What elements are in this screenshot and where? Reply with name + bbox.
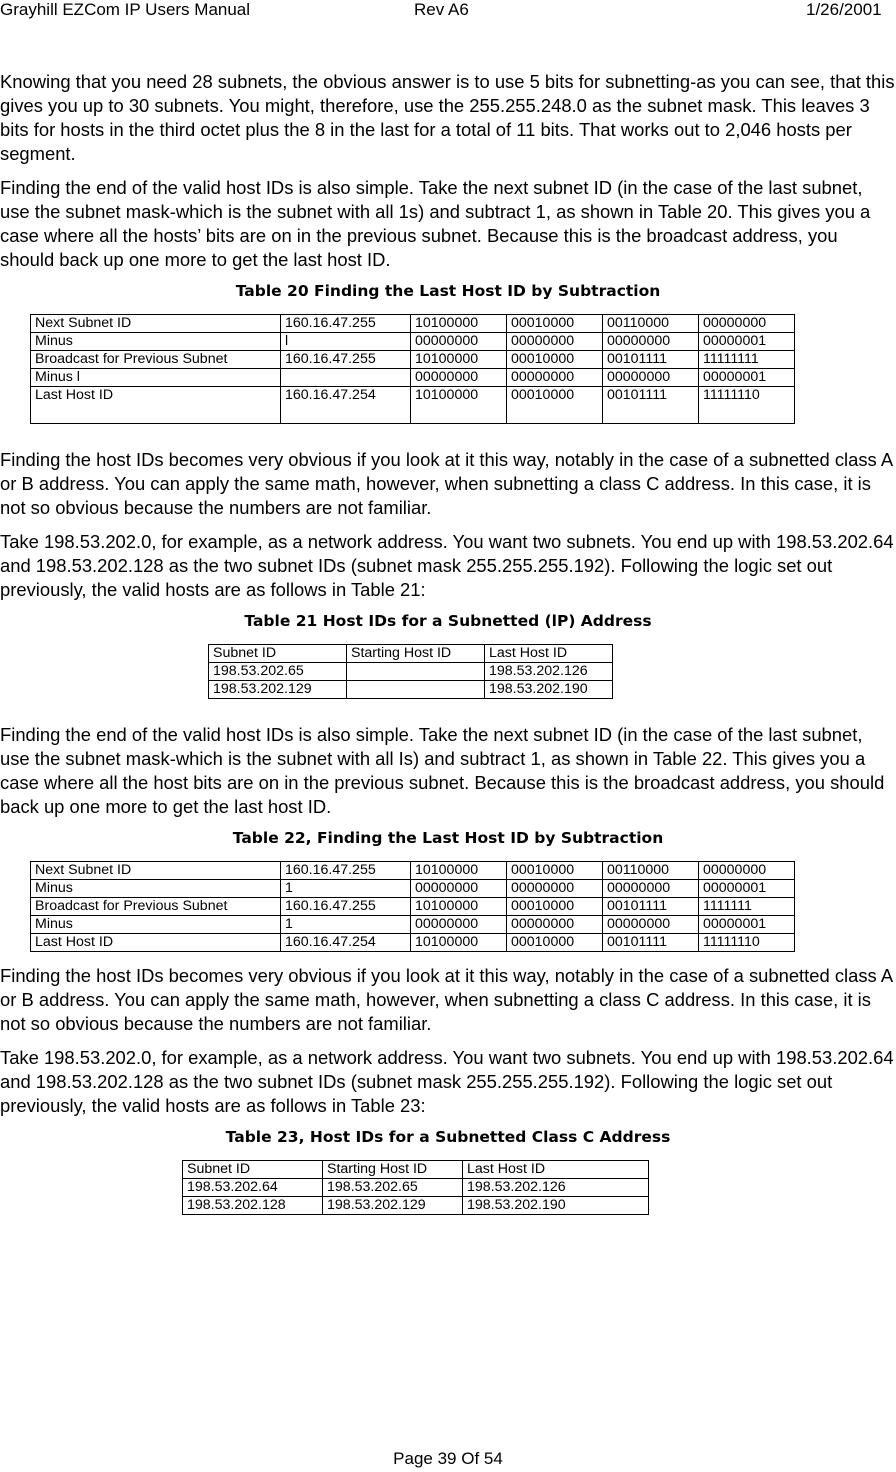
table-cell: 198.53.202.65: [323, 1179, 463, 1197]
table-cell: 00101111: [603, 898, 699, 916]
table-cell: 198.53.202.190: [463, 1197, 649, 1215]
table-cell: 10100000: [411, 351, 507, 369]
table-cell: 00010000: [507, 351, 603, 369]
table-cell: 160.16.47.255: [281, 862, 411, 880]
table-cell: 00000000: [699, 862, 795, 880]
table-cell: 00010000: [507, 315, 603, 333]
page-number: Page 39 Of 54: [393, 1449, 503, 1468]
table-cell: 00000001: [699, 880, 795, 898]
table-cell: 11111111: [699, 351, 795, 369]
table-cell: 00000000: [411, 369, 507, 387]
paragraph: Finding the host IDs becomes very obvious if you look at it this way, notably in the case of a subnetted class A or B address. You can apply the same math, however, when subnetting a class C address. In this case, it is not so obvious because the numbers are not familiar.: [0, 449, 893, 518]
table-row: [183, 1179, 649, 1197]
table-cell: 160.16.47.255: [281, 315, 411, 333]
table-cell: 1111111: [699, 898, 795, 916]
table-cell: 00000001: [699, 333, 795, 351]
table-cell: 00000000: [507, 916, 603, 934]
table-cell: 00010000: [507, 387, 603, 424]
table-21: [208, 644, 613, 699]
table-cell: 198.53.202.129: [323, 1197, 463, 1215]
table-cell: 198.53.202.65: [209, 663, 347, 681]
table-cell: 00010000: [507, 898, 603, 916]
header-title: Grayhill EZCom IP Users Manual: [0, 0, 251, 19]
table-row: [31, 916, 795, 934]
table-cell: l: [281, 333, 411, 351]
table-cell: 00000000: [411, 916, 507, 934]
table-row: [209, 663, 613, 681]
table-cell: 00000000: [603, 880, 699, 898]
table-caption: Table 22, Finding the Last Host ID by Subtraction: [232, 829, 664, 847]
table-cell: [347, 681, 485, 699]
table-cell: Next Subnet ID: [31, 315, 281, 333]
table-cell: Starting Host ID: [323, 1161, 463, 1179]
table-cell: Last Host ID: [485, 645, 613, 663]
table-cell: Last Host ID: [463, 1161, 649, 1179]
table-cell: 00101111: [603, 934, 699, 952]
table-cell: 198.53.202.126: [463, 1179, 649, 1197]
table-cell: 00000000: [507, 333, 603, 351]
table-cell: 00000000: [603, 916, 699, 934]
table-cell: 198.53.202.126: [485, 663, 613, 681]
table-cell: 1: [281, 916, 411, 934]
table-row: [31, 880, 795, 898]
table-cell: 00000000: [411, 333, 507, 351]
table-cell: 00000000: [507, 880, 603, 898]
table-row: [31, 315, 795, 333]
table-cell: 00110000: [603, 862, 699, 880]
table-cell: 198.53.202.129: [209, 681, 347, 699]
table-cell: 00110000: [603, 315, 699, 333]
table-cell: Last Host ID: [31, 934, 281, 952]
table-cell: 00000000: [603, 333, 699, 351]
table-row: [209, 681, 613, 699]
table-row: [31, 351, 795, 369]
table-cell: 00000000: [603, 369, 699, 387]
table-cell: 10100000: [411, 898, 507, 916]
table-cell: 00000001: [699, 916, 795, 934]
table-cell: Minus: [31, 880, 281, 898]
table-caption: Table 23, Host IDs for a Subnetted Class C Address: [225, 1128, 671, 1146]
table-cell: 11111110: [699, 387, 795, 424]
table-cell: 1: [281, 880, 411, 898]
paragraph: Finding the end of the valid host IDs is also simple. Take the next subnet ID (in the case of the last subnet, use the subnet mask-which is the subnet with all 1s) and subtract 1, as shown in Table 20. This gives you a case where all the hosts’ bits are on in the previous subnet. Because this is the broadcast address, you should back up one more to get the last host ID.: [0, 177, 871, 270]
table-cell: 00000001: [699, 369, 795, 387]
table-cell: 160.16.47.255: [281, 351, 411, 369]
document-body: [0, 70, 896, 1215]
table-caption: Table 21 Host IDs for a Subnetted (lP) Address: [244, 612, 652, 630]
table-row: [31, 898, 795, 916]
table-cell: Minus: [31, 916, 281, 934]
table-cell: Next Subnet ID: [31, 862, 281, 880]
table-cell: 00010000: [507, 862, 603, 880]
paragraph: Take 198.53.202.0, for example, as a network address. You want two subnets. You end up with 198.53.202.64 and 198.53.202.128 as the two subnet IDs (subnet mask 255.255.255.192). Following the logic set out previously, the valid hosts are as follows in Table 21:: [0, 531, 894, 600]
table-cell: Minus l: [31, 369, 281, 387]
table-cell: Broadcast for Previous Subnet: [31, 351, 281, 369]
table-cell: Subnet ID: [183, 1161, 323, 1179]
table-cell: Minus: [31, 333, 281, 351]
table-cell: [347, 663, 485, 681]
table-cell: 198.53.202.64: [183, 1179, 323, 1197]
table-row: [209, 645, 613, 663]
table-row: [183, 1161, 649, 1179]
table-cell: 10100000: [411, 387, 507, 424]
table-row: [31, 934, 795, 952]
table-row: [31, 333, 795, 351]
table-row: [31, 369, 795, 387]
table-cell: 160.16.47.254: [281, 387, 411, 424]
table-cell: 00000000: [699, 315, 795, 333]
table-cell: 10100000: [411, 934, 507, 952]
table-cell: 198.53.202.128: [183, 1197, 323, 1215]
header-revision: Rev A6: [414, 0, 469, 19]
paragraph: Finding the host IDs becomes very obvious if you look at it this way, notably in the case of a subnetted class A or B address. You can apply the same math, however, when subnetting a class C address. In this case, it is not so obvious because the numbers are not familiar.: [0, 965, 893, 1034]
table-cell: 11111110: [699, 934, 795, 952]
table-23: [182, 1160, 649, 1215]
table-row: [31, 862, 795, 880]
table-22: [30, 861, 795, 952]
paragraph: Take 198.53.202.0, for example, as a network address. You want two subnets. You end up with 198.53.202.64 and 198.53.202.128 as the two subnet IDs (subnet mask 255.255.255.192). Following the logic set out previously, the valid hosts are as follows in Table 23:: [0, 1047, 894, 1116]
page-header: [0, 0, 896, 22]
table-cell: Broadcast for Previous Subnet: [31, 898, 281, 916]
table-cell: 00000000: [507, 369, 603, 387]
table-cell: 00101111: [603, 351, 699, 369]
table-cell: [281, 369, 411, 387]
table-cell: 00000000: [411, 880, 507, 898]
table-20: [30, 314, 795, 424]
table-cell: 00101111: [603, 387, 699, 424]
table-cell: 160.16.47.255: [281, 898, 411, 916]
table-row: [31, 387, 795, 424]
header-date: 1/26/2001: [806, 0, 882, 19]
table-cell: 198.53.202.190: [485, 681, 613, 699]
table-cell: 160.16.47.254: [281, 934, 411, 952]
table-cell: 00010000: [507, 934, 603, 952]
table-cell: Last Host ID: [31, 387, 281, 424]
paragraph: Finding the end of the valid host IDs is also simple. Take the next subnet ID (in the case of the last subnet, use the subnet mask-which is the subnet with all Is) and subtract 1, as shown in Table 22. This gives you a case where all the host bits are on in the previous subnet. Because this is the broadcast address, you should back up one more to get the last host ID.: [0, 724, 885, 817]
table-cell: Subnet ID: [209, 645, 347, 663]
table-cell: 10100000: [411, 862, 507, 880]
table-caption: Table 20 Finding the Last Host ID by Subtraction: [235, 282, 661, 300]
table-row: [183, 1197, 649, 1215]
table-cell: 10100000: [411, 315, 507, 333]
paragraph: Knowing that you need 28 subnets, the obvious answer is to use 5 bits for subnetting-as you can see, that this gives you up to 30 subnets. You might, therefore, use the 255.255.248.0 as the subnet mask. This leaves 3 bits for hosts in the third octet plus the 8 in the last for a total of 11 bits. That works out to 2,046 hosts per segment.: [0, 71, 895, 164]
table-cell: Starting Host ID: [347, 645, 485, 663]
